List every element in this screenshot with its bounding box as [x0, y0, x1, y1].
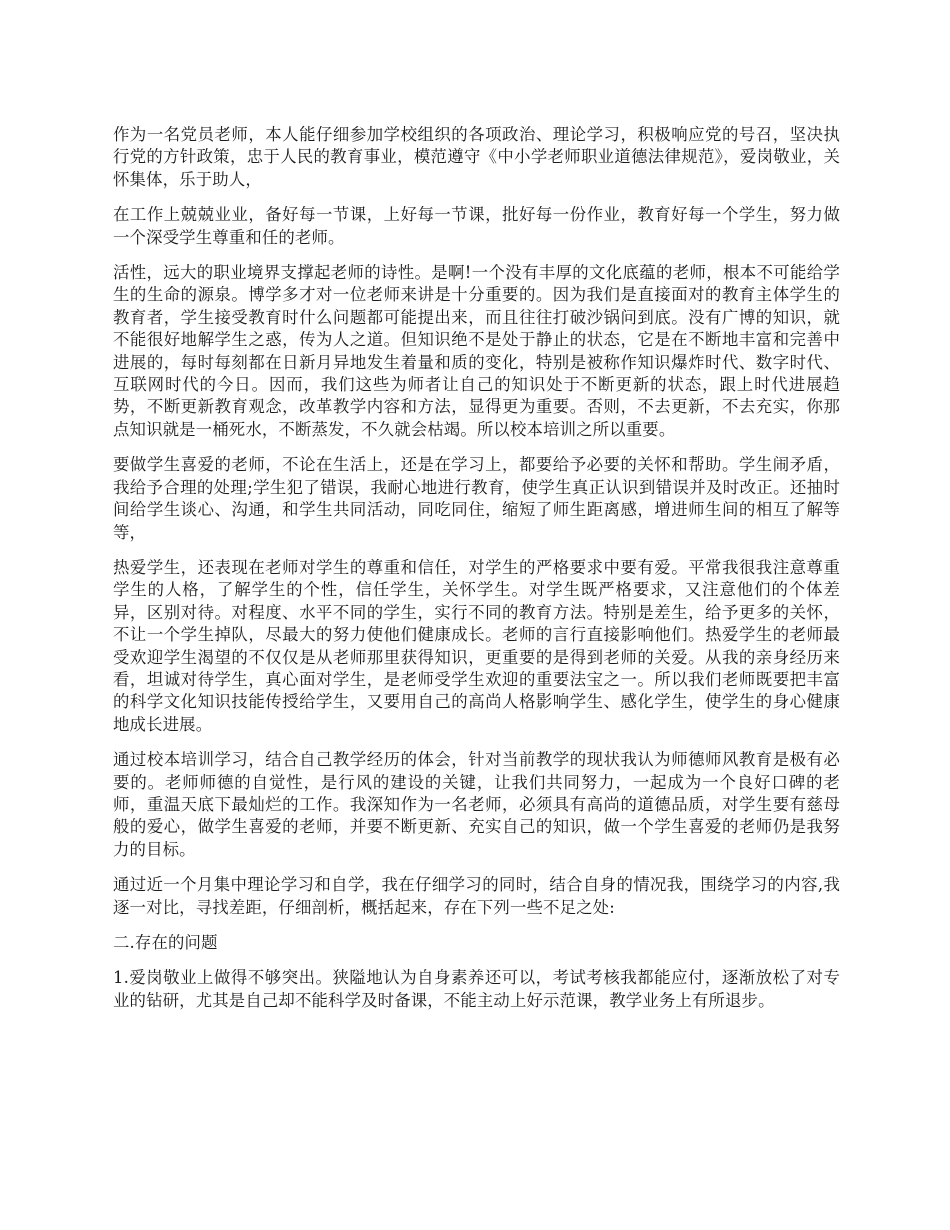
- paragraph-1: 作为一名党员老师，本人能仔细参加学校组织的各项政治、理论学习，积极响应党的号召，坚决执行党的方针政策，忠于人民的教育事业，模范遵守《中小学老师职业道德法律规范》，爱岗敬业，关怀集体，乐于助人，: [113, 125, 840, 189]
- paragraph-5: 热爱学生，还表现在老师对学生的尊重和信任，对学生的严格要求中要有爱。平常我很我注意尊重学生的人格，了解学生的个性，信任学生，关怀学生。对学生既严格要求，又注意他们的个体差异，区别对待。对程度、水平不同的学生，实行不同的教育方法。特别是差生，给予更多的关怀，不让一个学生掉队，尽最大的努力使他们健康成长。老师的言行直接影响他们。热爱学生的老师最受欢迎学生渴望的不仅仅是从老师那里获得知识，更重要的是得到老师的关爱。从我的亲身经历来看，坦诚对待学生，真心面对学生，是老师受学生欢迎的重要法宝之一。所以我们老师既要把丰富的科学文化知识技能传授给学生，又要用自己的高尚人格影响学生、感化学生，使学生的身心健康地成长进展。: [113, 557, 840, 734]
- paragraph-4: 要做学生喜爱的老师，不论在生活上，还是在学习上，都要给予必要的关怀和帮助。学生闹矛盾，我给予合理的处理;学生犯了错误，我耐心地进行教育，使学生真正认识到错误并及时改正。还抽时间给学生谈心、沟通，和学生共同活动，同吃同住，缩短了师生距离感，增进师生间的相互了解等等，: [113, 455, 840, 542]
- paragraph-8: 1.爱岗敬业上做得不够突出。狭隘地认为自身素养还可以，考试考核我都能应付，逐渐放松了对专业的钻研，尤其是自己却不能科学及时备课，不能主动上好示范课，教学业务上有所退步。: [113, 968, 840, 1010]
- paragraph-6: 通过校本培训学习，结合自己教学经历的体会，针对当前教学的现状我认为师德师风教育是极有必要的。老师师德的自觉性，是行风的建设的关键，让我们共同努力，一起成为一个良好口碑的老师，重温天底下最灿烂的工作。我深知作为一名老师，必须具有高尚的道德品质，对学生要有慈母般的爱心，做学生喜爱的老师，并要不断更新、充实自己的知识，做一个学生喜爱的老师仍是我努力的目标。: [113, 750, 840, 859]
- section-heading: 二.存在的问题: [113, 933, 218, 952]
- document-body: [113, 124, 840, 1025]
- paragraph-7: 通过近一个月集中理论学习和自学，我在仔细学习的同时，结合自身的情况我，围绕学习的内容,我逐一对比，寻找差距，仔细剖析，概括起来，存在下列一些不足之处:: [113, 875, 840, 917]
- paragraph-3: 活性，远大的职业境界支撑起老师的诗性。是啊!一个没有丰厚的文化底蕴的老师，根本不可能给学生的生命的源泉。博学多才对一位老师来讲是十分重要的。因为我们是直接面对的教育主体学生的教育者，学生接受教育时什么问题都可能提出来，而且往往打破沙锅问到底。没有广博的知识，就不能很好地解学生之惑，传为人之道。但知识绝不是处于静止的状态，它是在不断地丰富和完善中进展的，每时每刻都在日新月异地发生着量和质的变化，特别是被称作知识爆炸时代、数字时代、互联网时代的今日。因而，我们这些为师者让自己的知识处于不断更新的状态，跟上时代进展趋势，不断更新教育观念，改革教学内容和方法，显得更为重要。否则，不去更新，不去充实，你那点知识就是一桶死水，不断蒸发，不久就会枯竭。所以校本培训之所以重要。: [113, 263, 840, 439]
- paragraph-2: 在工作上兢兢业业，备好每一节课，上好每一节课，批好每一份作业，教育好每一个学生，努力做一个深受学生尊重和任的老师。: [113, 205, 840, 247]
